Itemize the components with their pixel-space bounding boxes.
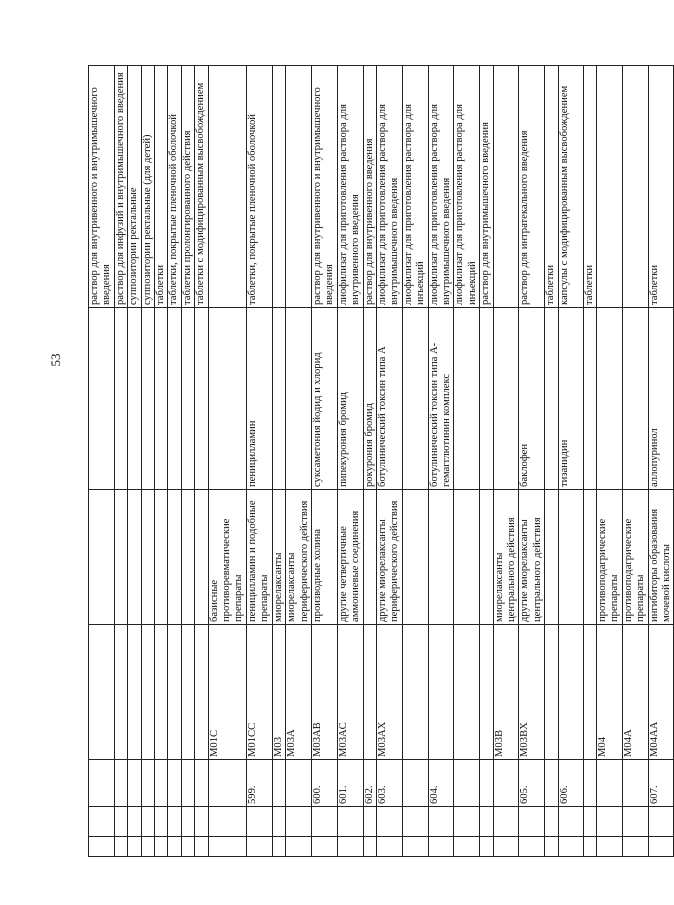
atc-code: M03AC	[337, 625, 363, 760]
atc-code: M03	[272, 625, 285, 760]
row-number	[583, 760, 596, 807]
atc-code: M01CC	[246, 625, 272, 760]
atc-code: M01C	[208, 625, 246, 760]
dosage-form: капсулы с модифицированным высвобождением	[558, 66, 583, 308]
atc-code	[195, 625, 208, 760]
blank-cell	[519, 807, 545, 837]
anatomical-group: миорелаксанты	[272, 490, 285, 625]
blank-cell	[272, 807, 285, 837]
blank-cell	[89, 807, 115, 837]
dosage-form: раствор для инфузий и внутримышечного введения	[114, 66, 127, 308]
dosage-form: таблетки	[545, 66, 558, 308]
anatomical-group	[181, 490, 194, 625]
anatomical-group	[363, 490, 376, 625]
atc-code	[128, 625, 141, 760]
anatomical-group	[480, 490, 493, 625]
table-row	[155, 66, 168, 857]
table-row	[519, 66, 545, 857]
dosage-form	[493, 66, 519, 308]
atc-code: M03A	[286, 625, 312, 760]
drug-name	[208, 308, 246, 490]
drug-name: пипекурония бромид	[337, 308, 363, 490]
row-number	[155, 760, 168, 807]
blank-cell	[597, 807, 623, 837]
blank-cell	[493, 807, 519, 837]
atc-code	[89, 625, 115, 760]
anatomical-group	[141, 490, 154, 625]
blank-cell	[208, 807, 246, 837]
row-number	[208, 760, 246, 807]
atc-code	[155, 625, 168, 760]
drug-name	[454, 308, 480, 490]
anatomical-group	[89, 490, 115, 625]
drug-name: тизанидин	[558, 308, 583, 490]
blank-cell	[558, 807, 583, 837]
dosage-form	[208, 66, 246, 308]
row-number	[545, 760, 558, 807]
table-row	[648, 66, 674, 857]
anatomical-group: противоподагрические препараты	[622, 490, 648, 625]
drug-name	[168, 308, 181, 490]
drug-name: баклофен	[519, 308, 545, 490]
row-number	[454, 760, 480, 807]
anatomical-group	[545, 490, 558, 625]
drug-name	[114, 308, 127, 490]
anatomical-group	[558, 490, 583, 625]
atc-code	[181, 625, 194, 760]
drug-name	[286, 308, 312, 490]
atc-code: M04	[597, 625, 623, 760]
blank-cell	[208, 837, 246, 857]
row-number: 606.	[558, 760, 583, 807]
dosage-form: таблетки	[155, 66, 168, 308]
blank-cell	[286, 807, 312, 837]
row-number	[141, 760, 154, 807]
blank-cell	[493, 837, 519, 857]
row-number	[128, 760, 141, 807]
dosage-form: таблетки, покрытые пленочной оболочкой	[168, 66, 181, 308]
atc-code	[141, 625, 154, 760]
atc-code	[428, 625, 454, 760]
dosage-form: раствор для внутривенного и внутримышечного введения	[311, 66, 337, 308]
row-number	[286, 760, 312, 807]
blank-cell	[363, 807, 376, 837]
blank-cell	[128, 807, 141, 837]
blank-cell	[311, 837, 337, 857]
dosage-form: лиофилизат для приготовления раствора для инъекций	[454, 66, 480, 308]
table-row	[181, 66, 194, 857]
drug-name	[141, 308, 154, 490]
row-number: 600.	[311, 760, 337, 807]
blank-cell	[141, 807, 154, 837]
dosage-form: лиофилизат для приготовления раствора для инъекций	[402, 66, 428, 308]
anatomical-group: базисные противоревматические препараты	[208, 490, 246, 625]
rotated-table-sheet	[88, 66, 673, 857]
table-row	[597, 66, 623, 857]
blank-cell	[454, 837, 480, 857]
row-number	[168, 760, 181, 807]
table-row	[208, 66, 246, 857]
blank-cell	[545, 837, 558, 857]
atc-code: M03BX	[519, 625, 545, 760]
anatomical-group: ингибиторы образования мочевой кислоты	[648, 490, 674, 625]
dosage-form: лиофилизат для приготовления раствора для внутримышечного введения	[428, 66, 454, 308]
row-number: 601.	[337, 760, 363, 807]
blank-cell	[545, 807, 558, 837]
table-row	[376, 66, 402, 857]
dosage-form: суппозитории ректальные	[128, 66, 141, 308]
anatomical-group: миорелаксанты центрального действия	[493, 490, 519, 625]
blank-cell	[428, 807, 454, 837]
row-number	[181, 760, 194, 807]
table-row	[89, 66, 115, 857]
dosage-form	[597, 66, 623, 308]
blank-cell	[428, 837, 454, 857]
blank-cell	[480, 837, 493, 857]
table-row	[454, 66, 480, 857]
table-row	[493, 66, 519, 857]
dosage-form: таблетки пролонгированного действия	[181, 66, 194, 308]
dosage-form: таблетки	[648, 66, 674, 308]
blank-cell	[648, 837, 674, 857]
blank-cell	[583, 837, 596, 857]
table-row	[402, 66, 428, 857]
dosage-form	[272, 66, 285, 308]
drug-name: аллопуринол	[648, 308, 674, 490]
blank-cell	[168, 807, 181, 837]
drug-list-table	[88, 65, 674, 857]
atc-code	[114, 625, 127, 760]
dosage-form: раствор для внутримышечного введения	[480, 66, 493, 308]
drug-name: рокурония бромид	[363, 308, 376, 490]
dosage-form: таблетки, покрытые пленочной оболочкой	[246, 66, 272, 308]
drug-name: ботулинический токсин типа A-гемагглютинин комплекс	[428, 308, 454, 490]
atc-code	[480, 625, 493, 760]
blank-cell	[181, 807, 194, 837]
drug-name	[155, 308, 168, 490]
table-row	[114, 66, 127, 857]
anatomical-group	[114, 490, 127, 625]
atc-code: M04A	[622, 625, 648, 760]
anatomical-group: пеницилламин и подобные препараты	[246, 490, 272, 625]
anatomical-group	[402, 490, 428, 625]
blank-cell	[376, 837, 402, 857]
row-number	[480, 760, 493, 807]
blank-cell	[337, 807, 363, 837]
row-number	[272, 760, 285, 807]
row-number	[89, 760, 115, 807]
blank-cell	[480, 807, 493, 837]
drug-name	[181, 308, 194, 490]
anatomical-group: другие миорелаксанты периферического действия	[376, 490, 402, 625]
anatomical-group	[168, 490, 181, 625]
dosage-form: лиофилизат для приготовления раствора для внутримышечного введения	[376, 66, 402, 308]
atc-code: M03AB	[311, 625, 337, 760]
blank-cell	[168, 837, 181, 857]
drug-name: суксаметония йодид и хлорид	[311, 308, 337, 490]
blank-cell	[648, 807, 674, 837]
drug-name	[545, 308, 558, 490]
anatomical-group: другие миорелаксанты центрального действия	[519, 490, 545, 625]
blank-cell	[246, 807, 272, 837]
dosage-form: таблетки	[583, 66, 596, 308]
blank-cell	[597, 837, 623, 857]
blank-cell	[558, 837, 583, 857]
page-number: 53	[48, 353, 63, 367]
table-row	[337, 66, 363, 857]
table-row	[141, 66, 154, 857]
atc-code	[168, 625, 181, 760]
drug-name	[128, 308, 141, 490]
row-number: 602.	[363, 760, 376, 807]
dosage-form: раствор для интратекального введения	[519, 66, 545, 308]
blank-cell	[402, 807, 428, 837]
drug-name	[583, 308, 596, 490]
dosage-form: таблетки с модифицированным высвобождением	[195, 66, 208, 308]
blank-cell	[128, 837, 141, 857]
anatomical-group	[195, 490, 208, 625]
anatomical-group	[583, 490, 596, 625]
row-number	[195, 760, 208, 807]
blank-cell	[89, 837, 115, 857]
anatomical-group: производные холина	[311, 490, 337, 625]
table-row	[583, 66, 596, 857]
blank-cell	[454, 807, 480, 837]
row-number	[622, 760, 648, 807]
drug-name: ботулинический токсин типа А	[376, 308, 402, 490]
anatomical-group: другие четвертичные аммониевые соединения	[337, 490, 363, 625]
table-row	[246, 66, 272, 857]
drug-name	[402, 308, 428, 490]
dosage-form: лиофилизат для приготовления раствора для внутривенного введения	[337, 66, 363, 308]
table-row	[480, 66, 493, 857]
blank-cell	[195, 837, 208, 857]
table-row	[428, 66, 454, 857]
atc-code	[558, 625, 583, 760]
atc-code	[583, 625, 596, 760]
blank-cell	[583, 807, 596, 837]
dosage-form: раствор для внутривенного введения	[363, 66, 376, 308]
row-number	[114, 760, 127, 807]
blank-cell	[155, 807, 168, 837]
drug-name	[480, 308, 493, 490]
anatomical-group	[128, 490, 141, 625]
row-number: 604.	[428, 760, 454, 807]
drug-name	[195, 308, 208, 490]
row-number: 605.	[519, 760, 545, 807]
drug-name	[272, 308, 285, 490]
drug-name	[493, 308, 519, 490]
atc-code	[454, 625, 480, 760]
table-row	[195, 66, 208, 857]
table-row	[286, 66, 312, 857]
anatomical-group	[454, 490, 480, 625]
drug-name	[622, 308, 648, 490]
table-row	[545, 66, 558, 857]
drug-name: пеницилламин	[246, 308, 272, 490]
blank-cell	[195, 807, 208, 837]
atc-code	[545, 625, 558, 760]
atc-code: M03B	[493, 625, 519, 760]
blank-cell	[286, 837, 312, 857]
atc-code	[363, 625, 376, 760]
row-number: 599.	[246, 760, 272, 807]
blank-cell	[114, 807, 127, 837]
table-row	[272, 66, 285, 857]
row-number	[597, 760, 623, 807]
atc-code	[402, 625, 428, 760]
blank-cell	[622, 837, 648, 857]
atc-code: M04AA	[648, 625, 674, 760]
blank-cell	[155, 837, 168, 857]
table-row	[558, 66, 583, 857]
blank-cell	[363, 837, 376, 857]
blank-cell	[246, 837, 272, 857]
blank-cell	[114, 837, 127, 857]
blank-cell	[181, 837, 194, 857]
row-number	[402, 760, 428, 807]
atc-code: M03AX	[376, 625, 402, 760]
table-row	[128, 66, 141, 857]
table-row	[311, 66, 337, 857]
dosage-form	[622, 66, 648, 308]
blank-cell	[402, 837, 428, 857]
blank-cell	[519, 837, 545, 857]
anatomical-group: противоподагрические препараты	[597, 490, 623, 625]
table-row	[363, 66, 376, 857]
dosage-form	[286, 66, 312, 308]
row-number	[493, 760, 519, 807]
anatomical-group	[428, 490, 454, 625]
row-number: 603.	[376, 760, 402, 807]
blank-cell	[272, 837, 285, 857]
dosage-form: суппозитории ректальные (для детей)	[141, 66, 154, 308]
anatomical-group: миорелаксанты периферического действия	[286, 490, 312, 625]
drug-name	[89, 308, 115, 490]
dosage-form: раствор для внутривенного и внутримышечного введения	[89, 66, 115, 308]
table-row	[168, 66, 181, 857]
blank-cell	[311, 807, 337, 837]
blank-cell	[337, 837, 363, 857]
drug-name	[597, 308, 623, 490]
blank-cell	[141, 837, 154, 857]
blank-cell	[622, 807, 648, 837]
anatomical-group	[155, 490, 168, 625]
row-number: 607.	[648, 760, 674, 807]
blank-cell	[376, 807, 402, 837]
table-row	[622, 66, 648, 857]
